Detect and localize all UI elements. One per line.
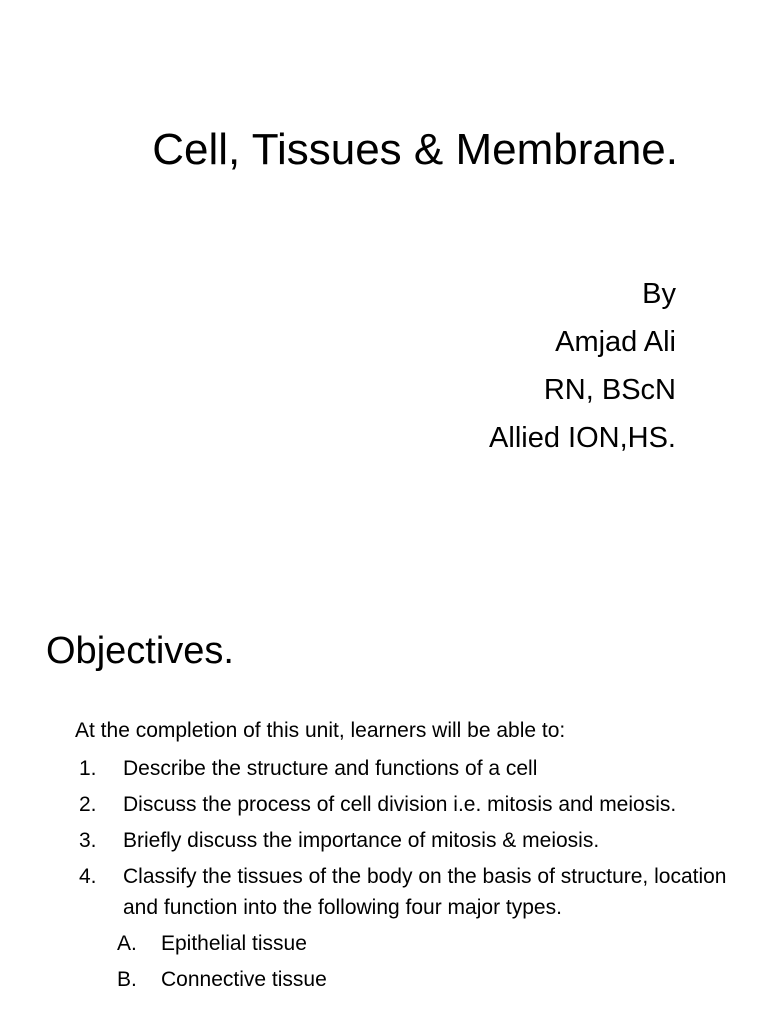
tissue-type-letter: A. [117,932,137,955]
objective-item [75,861,735,923]
objective-number: 1. [79,757,97,780]
objective-number: 2. [79,793,97,816]
objective-item [75,753,735,784]
tissue-type-text: Epithelial tissue [161,932,307,955]
author-institution: Allied ION,HS. [489,422,676,454]
objectives-slide [0,576,768,1024]
objective-number: 3. [79,829,97,852]
objective-item [75,825,735,856]
objective-text: Classify the tissues of the body on the basis of structure, location and function into the following four major types. [123,865,727,919]
objective-text: Briefly discuss the importance of mitosis & meiosis. [123,829,600,852]
tissue-type-text: Connective tissue [161,968,327,991]
slide-title: Cell, Tissues & Membrane. [152,125,678,174]
tissue-type-item [75,928,735,959]
objectives-list [75,753,735,1000]
byline-by: By [642,278,676,310]
tissue-type-item [75,964,735,995]
objectives-intro: At the completion of this unit, learners will be able to: [75,719,566,742]
objective-text: Discuss the process of cell division i.e. mitosis and meiosis. [123,793,677,816]
tissue-types-sublist-wrapper [75,928,735,995]
tissue-types-list [75,928,735,995]
objective-text: Describe the structure and functions of a cell [123,757,538,780]
author-name: Amjad Ali [555,326,676,358]
author-byline [489,270,676,462]
author-credentials: RN, BScN [543,374,676,406]
tissue-type-letter: B. [117,968,137,991]
objective-number: 4. [79,865,97,888]
objective-item [75,789,735,820]
objectives-heading: Objectives. [46,630,234,672]
